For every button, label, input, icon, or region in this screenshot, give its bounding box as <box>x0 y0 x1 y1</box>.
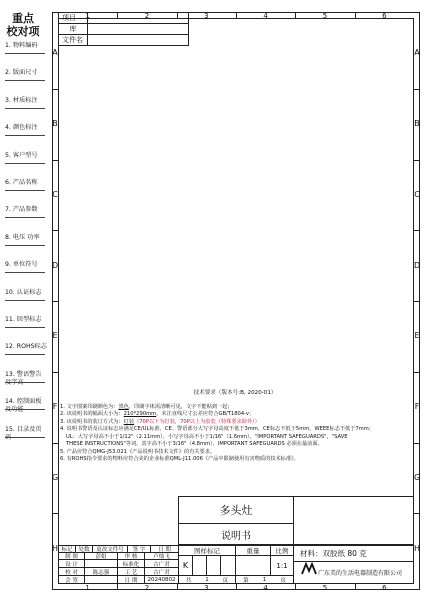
sheet-number <box>235 575 294 584</box>
role-proofread: 校 对 <box>58 567 85 576</box>
date-value[interactable]: 20240802 <box>144 575 179 584</box>
column-divider <box>355 12 356 18</box>
row-divider <box>52 230 58 231</box>
checklist-item: 4. 颜色标注 <box>5 124 38 132</box>
column-divider <box>117 584 118 590</box>
column-zone-bottom <box>58 584 414 590</box>
row-letter: C <box>414 189 420 199</box>
material <box>293 545 414 562</box>
project-table <box>58 12 189 46</box>
req3-binding-note: （70P以下为钉装，70P以上为胶装（特殊要求除外）） <box>134 418 260 425</box>
row-letter: G <box>414 472 421 482</box>
checklist-item: 3. 材质标注 <box>5 96 38 104</box>
row-divider <box>414 301 420 302</box>
scale-value: 1:1 <box>270 555 294 576</box>
checklist-divider <box>5 272 45 273</box>
row-divider <box>414 372 420 373</box>
checklist-divider <box>5 300 45 301</box>
req4-line3: THESE INSTRUCTIONS"等词，其字高不小于3/16"（4.8mm），IMPORTANT SAFEGUARDS 必须在最前面。 <box>66 441 323 447</box>
requirement-2 <box>60 411 410 419</box>
technical-requirements <box>60 390 410 464</box>
name-standard[interactable]: 古广君 <box>144 559 179 568</box>
requirement-1 <box>60 404 410 412</box>
req3-prefix: 3. 该说明书的装订方式为： <box>60 418 124 425</box>
sheet-no-label: 第 <box>243 577 249 584</box>
checklist-divider <box>5 217 45 218</box>
row-divider <box>414 160 420 161</box>
row-divider <box>414 513 420 514</box>
checklist-divider <box>5 382 45 383</box>
row-divider <box>52 89 58 90</box>
checklist-divider <box>5 53 45 54</box>
row-letter: B <box>414 119 420 129</box>
req4-line1: 4. 说明书警语及认证标志应满足CE/UL标准，CE、警语部分大写字母高度不低于3mm，CE标志不低于5mm，WEEE标志不低于7mm； <box>60 426 374 432</box>
checklist-item: 1. 物料编码 <box>5 42 38 49</box>
checklist-divider <box>5 135 45 136</box>
req1-suffix: ，印刷字体需清晰可见，文字不能粘到一起； <box>128 403 233 410</box>
checklist-title-line1: 重点 <box>12 12 34 25</box>
column-number: 3 <box>204 12 209 20</box>
column-divider <box>236 12 237 18</box>
row-divider <box>52 443 58 444</box>
checklist-item: 6. 产品名称 <box>5 179 38 186</box>
req3-binding: 钉装 <box>123 418 135 425</box>
row-divider <box>52 513 58 514</box>
header-date: 日 期 <box>150 545 179 553</box>
column-divider <box>177 584 178 590</box>
material-label: 材料： <box>300 549 323 558</box>
checklist-divider <box>5 190 45 191</box>
row-letter: B <box>52 119 58 129</box>
column-number: 6 <box>382 584 387 592</box>
column-number: 4 <box>263 584 268 592</box>
row-divider <box>414 89 420 90</box>
row-letter: H <box>414 543 421 553</box>
req2-suffix: ，未注直线尺寸公差应符合GB/T1804-v； <box>156 411 255 417</box>
column-divider <box>295 12 296 18</box>
checklist-item: 5. 客户型号 <box>5 151 38 159</box>
filename-label: 文件名 <box>59 35 88 46</box>
column-number: 2 <box>144 584 150 592</box>
column-number: 6 <box>382 12 387 20</box>
sheet-total <box>178 575 236 584</box>
role-countersign: 会 签 <box>58 575 85 584</box>
row-divider <box>52 160 58 161</box>
checklist-divider <box>5 327 45 328</box>
checklist-item: 2. 版面尺寸 <box>5 69 38 77</box>
project-row <box>59 13 189 24</box>
name-proofread[interactable]: 陈志强 <box>84 567 118 576</box>
header-change-doc: 更改文件号 <box>92 545 128 553</box>
checklist-title <box>0 12 46 38</box>
requirements-heading: 技术要求（版本号:B, 2020-01） <box>193 390 277 396</box>
checklist-divider <box>5 354 45 355</box>
row-letter: A <box>414 48 420 58</box>
requirement-6: 6. 有ROHS指令要求的物料应符合美的企业标准QML-J11.006《产品中限制使用有害物质的技术标准》。 <box>60 456 299 462</box>
column-number: 5 <box>322 12 328 20</box>
requirement-4 <box>60 426 410 449</box>
req2-prefix: 2. 该说明书的幅面大小为： <box>60 411 124 417</box>
weight-label: 重量 <box>235 545 271 556</box>
role-date: 日 期 <box>117 575 145 584</box>
checklist-item: 11. 回型标志 <box>5 316 42 323</box>
req1-color: 黑色 <box>118 403 129 410</box>
checklist-item: 15. 目录及页 <box>5 425 42 433</box>
name-review[interactable]: 卢灿飞 <box>144 552 179 560</box>
column-number: 4 <box>263 12 268 20</box>
role-standard: 标准化 <box>117 559 145 568</box>
req4-line2: UL：大写字母高不小于1/12"（2.11mm），小写字母高不小于1/16"（1.6mm），"IMPORTANT SAFEGUARDS"，"SAVE <box>66 433 348 440</box>
checklist-item: 8. 电压 功率 <box>5 233 40 241</box>
sheet-total-value: 1 <box>205 576 209 583</box>
filename-value[interactable] <box>88 35 189 46</box>
project-label: 项目 <box>59 13 88 24</box>
figure-mark-blank-2 <box>206 555 221 576</box>
checklist-title-line2: 校对项 <box>6 25 40 38</box>
document-type: 说明书 <box>178 523 294 545</box>
checklist-divider <box>5 80 45 81</box>
checklist-divider <box>5 409 45 410</box>
figure-mark-label: 图样标记 <box>178 545 236 556</box>
column-number: 1 <box>85 12 90 20</box>
checklist-item: 10. 认证标志 <box>5 288 42 296</box>
row-letter: E <box>52 331 58 341</box>
sheet-total-label: 共 <box>185 577 192 584</box>
role-drawing: 制 图 <box>58 552 85 560</box>
project-value[interactable] <box>88 13 189 24</box>
header-sign: 签 字 <box>127 545 151 553</box>
row-letter: H <box>52 543 59 553</box>
sheet-no-value: 1 <box>262 576 267 583</box>
column-divider <box>295 584 296 590</box>
checklist-divider <box>5 437 45 438</box>
blank-area <box>293 496 414 545</box>
role-review: 审 核 <box>117 552 145 560</box>
midea-logo-icon <box>301 562 317 576</box>
header-mark: 标记 <box>58 545 76 553</box>
row-divider <box>414 230 420 231</box>
column-divider <box>355 584 356 590</box>
req1-prefix: 1. 文字图案印刷颜色为： <box>60 403 119 410</box>
row-letter: E <box>414 331 420 341</box>
row-zone-left <box>52 18 58 584</box>
checklist-item: 7. 产品参数 <box>5 206 38 214</box>
figure-mark-blank-1 <box>192 555 207 576</box>
requirement-5: 5. 产品应符合QMG-J53.021《产品说明书技术文件》的有关要求。 <box>60 448 216 455</box>
project-row <box>59 35 189 46</box>
sheet-total-unit: 页 <box>222 577 229 584</box>
column-number: 5 <box>322 584 328 592</box>
checklist-divider <box>5 163 45 164</box>
row-zone-right <box>414 18 420 584</box>
req2-size: 210*290mm <box>123 411 157 417</box>
sheet-no-unit: 页 <box>280 577 286 584</box>
weight-value <box>235 555 271 576</box>
figure-mark-blank-3 <box>220 555 236 576</box>
checklist-item: 13. 警语警告 <box>5 370 42 378</box>
requirement-3 <box>60 419 410 427</box>
role-design: 设 计 <box>58 559 85 568</box>
row-divider <box>52 301 58 302</box>
project-row <box>59 24 189 35</box>
row-letter: G <box>52 472 59 482</box>
row-divider <box>52 372 58 373</box>
checklist-divider <box>5 108 45 109</box>
material-value: 双胶纸 80 克 <box>322 549 367 558</box>
name-drawing[interactable]: 彭娟 <box>84 552 118 560</box>
row-letter: A <box>52 48 58 58</box>
library-label: 库 <box>59 24 88 35</box>
scale-label: 比例 <box>270 545 294 556</box>
column-number: 1 <box>85 584 90 592</box>
row-letter: D <box>52 260 59 270</box>
figure-mark-value: K <box>178 555 193 576</box>
column-divider <box>236 584 237 590</box>
row-letter: C <box>52 189 58 199</box>
library-value[interactable] <box>88 24 189 35</box>
product-name: 多头灶 <box>178 496 294 524</box>
row-letter: F <box>414 402 420 412</box>
column-number: 3 <box>204 584 209 592</box>
name-countersign[interactable] <box>84 575 118 584</box>
company-name: 广东美的生活电器制造有限公司 <box>318 570 403 577</box>
checklist-item: 9. 单位符号 <box>5 261 38 269</box>
column-number: 2 <box>144 12 150 20</box>
checklist-item: 12. ROHS标志 <box>5 343 47 351</box>
checklist-divider <box>5 245 45 246</box>
name-process[interactable]: 古广君 <box>144 567 179 576</box>
checklist-item: 14. 控制面板 <box>5 398 42 406</box>
header-count: 处数 <box>75 545 93 553</box>
row-letter: D <box>414 260 421 270</box>
row-divider <box>414 443 420 444</box>
role-process: 工 艺 <box>117 567 145 576</box>
row-letter: F <box>52 402 58 412</box>
